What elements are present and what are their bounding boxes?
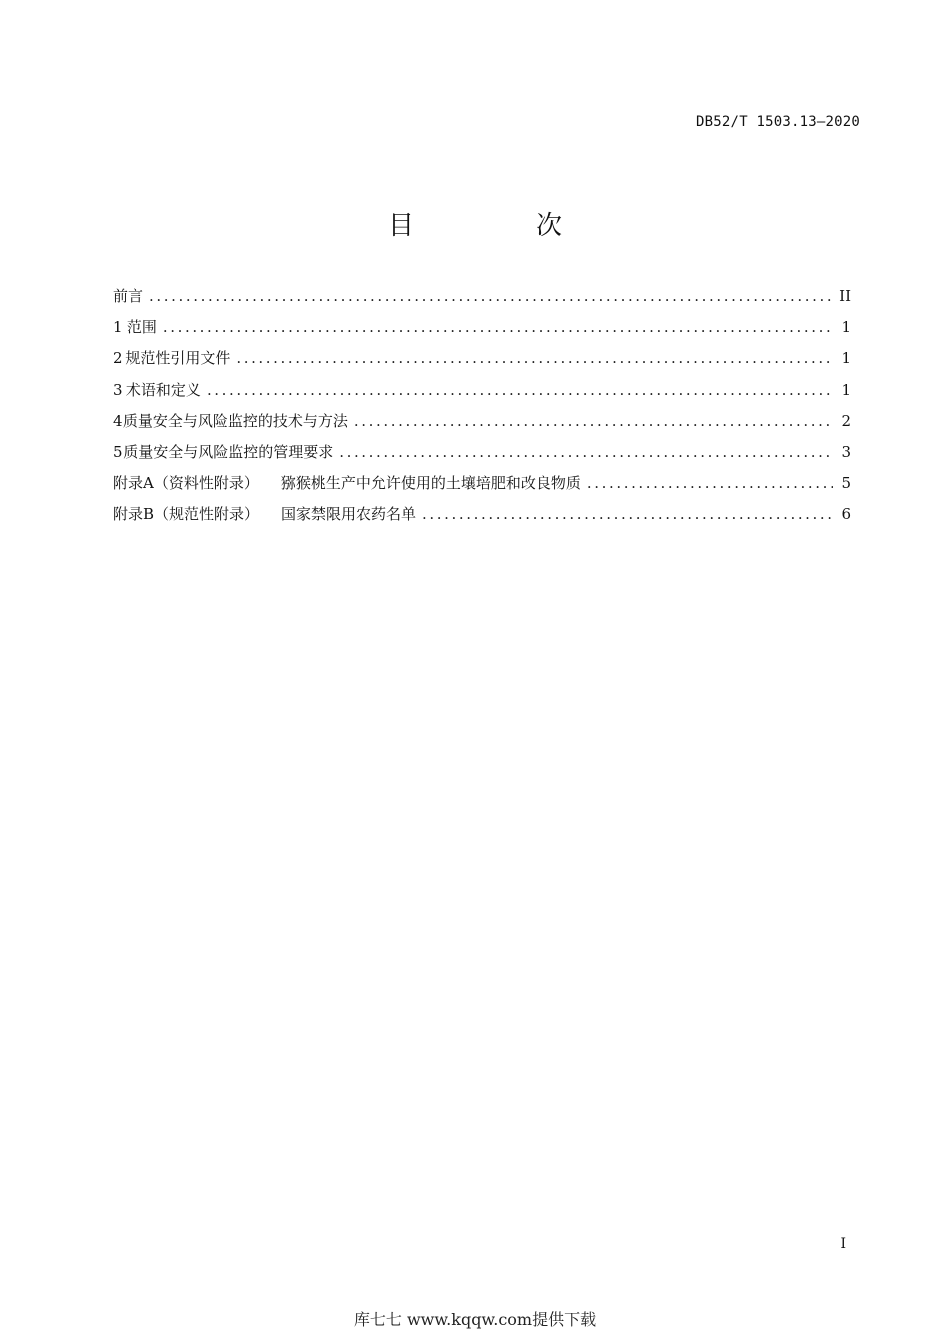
toc-entry-page: 3 bbox=[841, 442, 851, 461]
toc-leader-dots bbox=[149, 287, 833, 305]
toc-entry-label: 前言 bbox=[113, 287, 144, 305]
table-of-contents bbox=[113, 285, 851, 535]
toc-entry-label: 术语和定义 bbox=[125, 380, 201, 399]
toc-entry-page: 1 bbox=[841, 380, 851, 399]
toc-entry-number: 4 bbox=[113, 411, 123, 430]
toc-entry-appendix-a[interactable] bbox=[113, 472, 851, 503]
toc-entry-number: 1 bbox=[113, 318, 123, 337]
document-code: DB52/T 1503.13—2020 bbox=[696, 114, 860, 130]
toc-entry-label: 规范性引用文件 bbox=[125, 349, 231, 368]
toc-entry-page: 1 bbox=[841, 349, 851, 368]
toc-entry-label: 质量安全与风险监控的技术与方法 bbox=[122, 411, 348, 430]
toc-entry-number: 5 bbox=[113, 442, 123, 461]
toc-leader-dots bbox=[422, 505, 833, 523]
toc-entry-page: 5 bbox=[841, 474, 851, 493]
toc-entry-appendix-prefix: 附录B（规范性附录） bbox=[113, 505, 260, 524]
toc-entry-number: 2 bbox=[113, 349, 123, 368]
toc-entry-normative-references[interactable] bbox=[113, 347, 851, 378]
toc-entry-appendix-prefix: 附录A（资料性附录） bbox=[113, 474, 259, 493]
toc-entry-label: 国家禁限用农药名单 bbox=[281, 505, 417, 524]
toc-leader-dots bbox=[163, 318, 833, 336]
toc-leader-dots bbox=[207, 381, 833, 399]
toc-leader-dots bbox=[354, 412, 833, 430]
toc-entry-terms-definitions[interactable] bbox=[113, 379, 851, 410]
toc-entry-label: 范围 bbox=[126, 318, 157, 337]
toc-entry-page: 2 bbox=[841, 411, 851, 430]
toc-entry-label: 质量安全与风险监控的管理要求 bbox=[123, 442, 334, 461]
toc-leader-dots bbox=[587, 474, 833, 492]
toc-entry-management-requirements[interactable] bbox=[113, 441, 851, 472]
toc-entry-technical-methods[interactable] bbox=[113, 410, 851, 441]
page-number: I bbox=[840, 1236, 846, 1252]
toc-entry-page: II bbox=[839, 287, 851, 305]
download-credit: 库七七 www.kqqw.com提供下载 bbox=[353, 1310, 597, 1329]
toc-leader-dots bbox=[236, 349, 833, 367]
toc-entry-number: 3 bbox=[113, 380, 123, 399]
toc-entry-label: 猕猴桃生产中允许使用的土壤培肥和改良物质 bbox=[280, 474, 581, 493]
toc-entry-scope[interactable] bbox=[113, 316, 851, 347]
toc-entry-appendix-b[interactable] bbox=[113, 503, 851, 534]
toc-leader-dots bbox=[339, 443, 833, 461]
toc-entry-foreword[interactable] bbox=[113, 285, 851, 316]
page-title: 目 次 bbox=[387, 211, 610, 241]
toc-entry-page: 1 bbox=[841, 318, 851, 337]
toc-entry-page: 6 bbox=[841, 505, 851, 524]
